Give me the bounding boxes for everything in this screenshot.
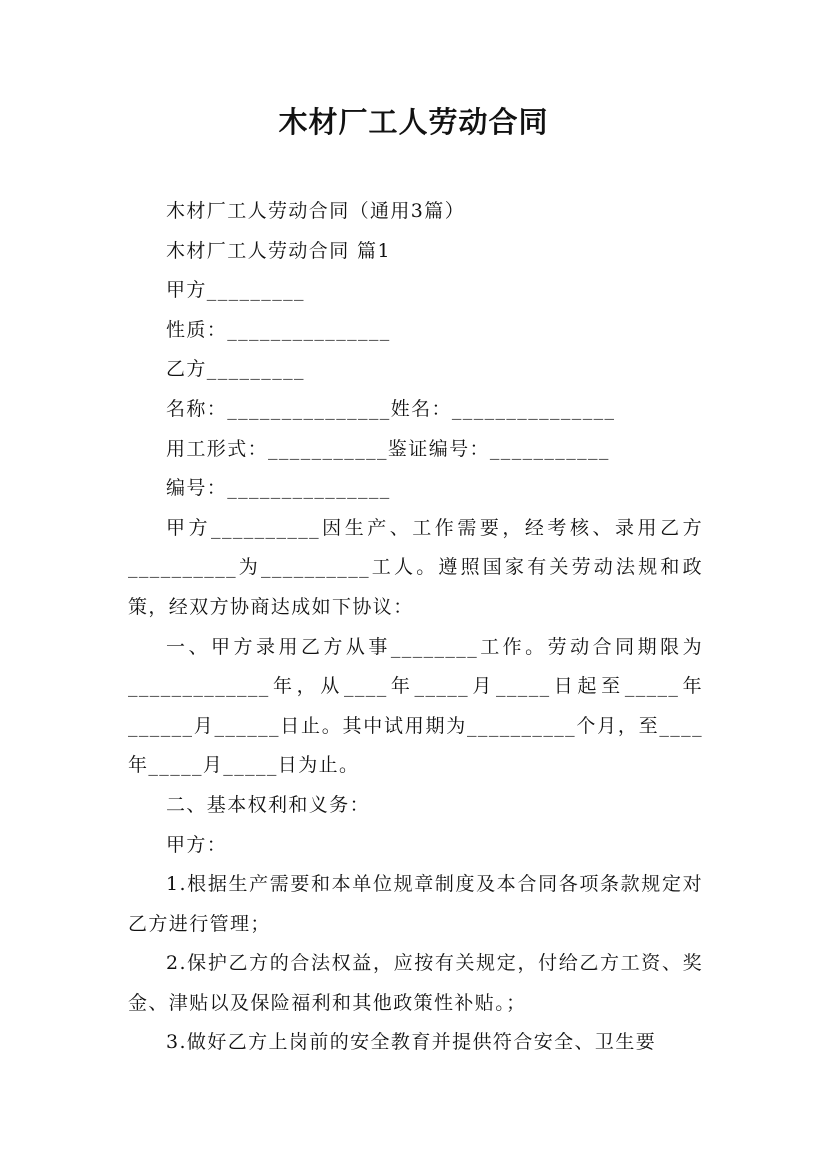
paragraph-item-2: 2.保护乙方的合法权益，应按有关规定，付给乙方工资、奖金、津贴以及保险福利和其他政策性补贴。； xyxy=(128,952,703,1014)
paragraph-article-heading: 木材厂工人劳动合同 篇1 xyxy=(166,239,391,262)
paragraph-preamble: 甲方__________因生产、工作需要，经考核、录用乙方__________为__________工人。遵照国家有关劳动法规和政策，经双方协商达成如下协议： xyxy=(128,516,703,618)
document-body xyxy=(128,192,703,1063)
field-nature: 性质：_______________ xyxy=(166,318,391,341)
field-name-and-person: 名称：_______________姓名：_______________ xyxy=(166,397,616,420)
paragraph-clause-1: 一、甲方录用乙方从事________工作。劳动合同期限为_____________年，从____年_____月_____日起至_____年______月______日止。其中试用期为__________个月，至____年_____月_____日为止。 xyxy=(128,635,703,777)
field-employment-form: 用工形式：___________鉴证编号：___________ xyxy=(166,437,610,460)
paragraph-item-3: 3.做好乙方上岗前的安全教育并提供符合安全、卫生要 xyxy=(166,1031,657,1054)
paragraph-party-a-label: 甲方： xyxy=(166,833,228,856)
paragraph-clause-2-heading: 二、基本权利和义务： xyxy=(166,793,371,816)
field-party-b: 乙方_________ xyxy=(166,358,305,381)
field-party-a: 甲方_________ xyxy=(166,279,305,302)
paragraph-collection-heading: 木材厂工人劳动合同（通用3篇） xyxy=(166,200,466,222)
document-title: 木材厂工人劳动合同 xyxy=(278,105,549,139)
field-number: 编号：_______________ xyxy=(166,477,391,500)
paragraph-item-1: 1.根据生产需要和本单位规章制度及本合同各项条款规定对乙方进行管理； xyxy=(128,873,703,935)
